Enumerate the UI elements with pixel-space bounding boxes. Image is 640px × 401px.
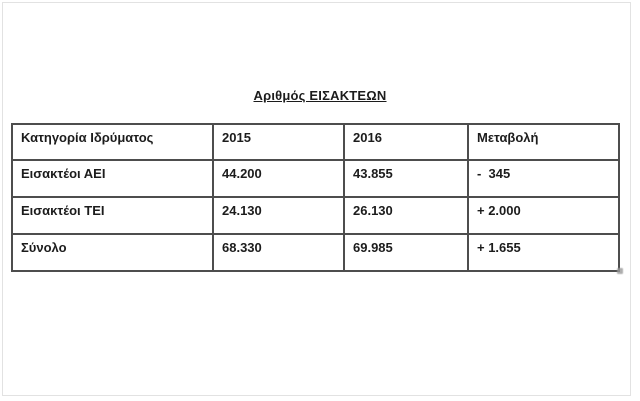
cell-aei-2015: 44.200 — [213, 160, 344, 197]
table-row-total — [12, 234, 619, 271]
cell-aei-label: Εισακτέοι ΑΕΙ — [12, 160, 213, 197]
cell-tei-2016: 26.130 — [344, 197, 468, 234]
cell-total-2015: 68.330 — [213, 234, 344, 271]
cell-tei-2015: 24.130 — [213, 197, 344, 234]
cell-tei-label: Εισακτέοι ΤΕΙ — [12, 197, 213, 234]
admissions-table — [11, 123, 620, 272]
table-corner-artifact — [617, 268, 623, 274]
table-row-aei — [12, 160, 619, 197]
page-title: Αριθμός ΕΙΣΑΚΤΕΩΝ — [253, 88, 387, 103]
header-cell-2015: 2015 — [213, 124, 344, 160]
cell-total-label: Σύνολο — [12, 234, 213, 271]
header-cell-change: Μεταβολή — [468, 124, 619, 160]
header-cell-2016: 2016 — [344, 124, 468, 160]
header-cell-category: Κατηγορία Ιδρύματος — [12, 124, 213, 160]
cell-aei-change: - 345 — [468, 160, 619, 197]
cell-tei-change: + 2.000 — [468, 197, 619, 234]
table-row-tei — [12, 197, 619, 234]
cell-aei-2016: 43.855 — [344, 160, 468, 197]
table-header-row — [12, 124, 619, 160]
cell-total-2016: 69.985 — [344, 234, 468, 271]
cell-total-change: + 1.655 — [468, 234, 619, 271]
